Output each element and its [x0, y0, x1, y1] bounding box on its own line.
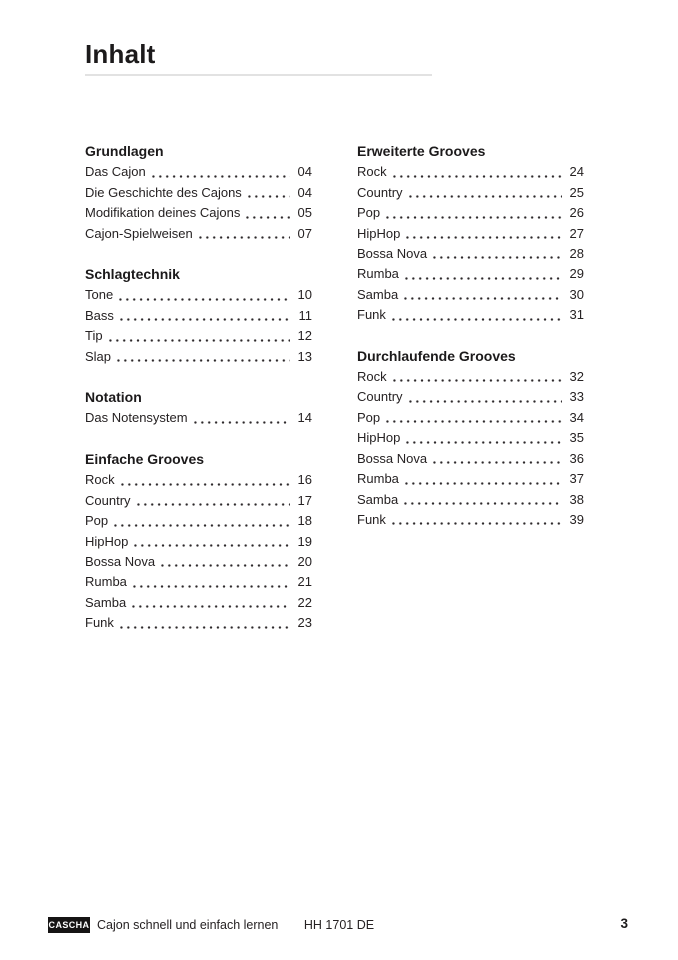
leader-dots	[404, 224, 562, 244]
toc-entry-label: Modifikation deines Cajons	[85, 205, 241, 221]
toc-entry-page: 17	[297, 492, 312, 508]
toc-entry-label: Rumba	[357, 266, 399, 282]
toc-entry-label: Rumba	[85, 574, 127, 590]
toc-entry	[357, 490, 584, 510]
toc-entry-label: Pop	[357, 205, 381, 221]
toc-entry-label: Cajon-Spielweisen	[85, 225, 193, 241]
toc-entry-page: 39	[569, 511, 584, 527]
leader-dots	[404, 428, 562, 448]
toc-entry-label: Bass	[85, 307, 114, 323]
toc-entry	[357, 367, 584, 387]
leader-dots	[192, 408, 290, 428]
toc-entry-page: 22	[297, 594, 312, 610]
toc-entry-label: Tone	[85, 287, 114, 303]
toc-entry	[357, 285, 584, 305]
toc-entry-label: Bossa Nova	[357, 246, 428, 262]
toc-entry-page: 26	[569, 205, 584, 221]
toc-entry-page: 31	[569, 307, 584, 323]
toc-entry	[85, 347, 312, 367]
leader-dots	[431, 449, 562, 469]
toc-entry-label: HipHop	[357, 225, 401, 241]
toc-entry-label: Tip	[85, 328, 103, 344]
toc-entry	[85, 593, 312, 613]
toc-entry-label: Samba	[357, 491, 399, 507]
leader-dots	[407, 387, 562, 407]
section-title: Schlagtechnik	[85, 266, 180, 283]
toc-entry-page: 05	[297, 205, 312, 221]
page-title: Inhalt	[85, 39, 156, 69]
toc-entry	[357, 510, 584, 530]
toc-entry	[357, 264, 584, 284]
toc-entry	[357, 224, 584, 244]
toc-entry-page: 27	[569, 225, 584, 241]
leader-dots	[431, 244, 562, 264]
toc-entry-page: 36	[569, 450, 584, 466]
leader-dots	[117, 285, 290, 305]
leader-dots	[130, 593, 290, 613]
toc-entry-label: Die Geschichte des Cajons	[85, 184, 242, 200]
leader-dots	[402, 490, 562, 510]
toc-entry-page: 29	[569, 266, 584, 282]
leader-dots	[384, 408, 562, 428]
toc-section	[85, 141, 312, 244]
toc-entry-label: Funk	[357, 307, 386, 323]
leader-dots	[107, 326, 290, 346]
toc-entry-page: 19	[297, 533, 312, 549]
toc-entry	[85, 572, 312, 592]
toc-entry	[357, 183, 584, 203]
toc-entry	[85, 224, 312, 244]
toc-entry-label: Samba	[357, 286, 399, 302]
toc-entry-label: Country	[85, 492, 131, 508]
toc-entry	[357, 408, 584, 428]
leader-dots	[131, 572, 290, 592]
toc-entry-page: 11	[298, 307, 312, 323]
leader-dots	[403, 264, 562, 284]
leader-dots	[150, 162, 290, 182]
toc-entry-page: 34	[569, 409, 584, 425]
toc-entry-page: 16	[297, 472, 312, 488]
toc-entry-page: 37	[569, 471, 584, 487]
toc-entry-label: HipHop	[85, 533, 129, 549]
leader-dots	[390, 305, 562, 325]
toc-section	[85, 264, 312, 367]
toc-section	[357, 346, 584, 531]
toc-entry-page: 13	[297, 348, 312, 364]
leader-dots	[391, 367, 562, 387]
title-divider	[85, 74, 432, 76]
toc-entry-page: 33	[569, 389, 584, 405]
leader-dots	[391, 162, 562, 182]
toc-entry-page: 20	[297, 553, 312, 569]
toc-entry	[357, 469, 584, 489]
toc-section	[85, 449, 312, 634]
toc-entry-label: Funk	[357, 511, 386, 527]
section-title: Durchlaufende Grooves	[357, 347, 516, 364]
toc-entry	[85, 408, 312, 428]
toc-entry-label: Rock	[85, 472, 115, 488]
toc-entry-page: 10	[297, 287, 312, 303]
toc-entry-label: Pop	[357, 409, 381, 425]
toc-entry	[85, 203, 312, 223]
toc-entry	[357, 387, 584, 407]
leader-dots	[135, 491, 290, 511]
toc-entry	[85, 470, 312, 490]
toc-entry	[357, 428, 584, 448]
toc-entry-label: Bossa Nova	[357, 450, 428, 466]
toc-entry-page: 12	[297, 328, 312, 344]
toc-entry-page: 25	[569, 184, 584, 200]
toc-entry-page: 23	[297, 615, 312, 631]
toc-entry-label: Slap	[85, 348, 112, 364]
section-title: Erweiterte Grooves	[357, 143, 486, 159]
footer-book-title: Cajon schnell und einfach lernen	[97, 918, 279, 932]
section-title: Einfache Grooves	[85, 450, 205, 467]
toc-entry	[85, 532, 312, 552]
toc-column	[85, 141, 312, 654]
leader-dots	[112, 511, 290, 531]
leader-dots	[118, 306, 290, 326]
toc-entry-label: Country	[357, 184, 403, 200]
toc-entry	[357, 244, 584, 264]
toc-entry-page: 04	[297, 184, 312, 200]
toc-entry-page: 30	[569, 286, 584, 302]
cascha-logo: CASCHA	[48, 917, 90, 933]
leader-dots	[119, 470, 290, 490]
footer-page-number: 3	[620, 916, 628, 931]
toc-entry-label: Funk	[85, 615, 114, 631]
toc-entry-page: 35	[569, 430, 584, 446]
toc-entry-page: 14	[297, 410, 312, 426]
toc-entry-label: Pop	[85, 513, 109, 529]
toc-entry-label: Country	[357, 389, 403, 405]
toc-column	[357, 141, 584, 654]
toc-entry-page: 21	[297, 574, 312, 590]
toc-entry	[85, 306, 312, 326]
section-title: Grundlagen	[85, 143, 164, 159]
footer-catalog-number: HH 1701 DE	[303, 918, 375, 932]
toc-entry-page: 28	[569, 246, 584, 262]
toc-entry-label: Rock	[357, 369, 387, 385]
leader-dots	[384, 203, 562, 223]
leader-dots	[197, 224, 290, 244]
toc-entry	[357, 305, 584, 325]
footer	[0, 914, 678, 936]
toc-entry	[85, 162, 312, 182]
toc-entry-page: 07	[297, 225, 312, 241]
toc-entry	[85, 511, 312, 531]
toc-entry	[357, 449, 584, 469]
toc-entry-page: 24	[569, 164, 584, 180]
toc-entry-page: 38	[569, 491, 584, 507]
leader-dots	[403, 469, 562, 489]
leader-dots	[159, 552, 290, 572]
toc-entry-page: 04	[297, 164, 312, 180]
toc-entry	[85, 326, 312, 346]
toc-entry-label: Bossa Nova	[85, 553, 156, 569]
toc-entry	[85, 491, 312, 511]
toc-entry-label: Rumba	[357, 471, 399, 487]
leader-dots	[132, 532, 290, 552]
toc-entry-label: Das Cajon	[85, 164, 146, 180]
toc-entry	[85, 183, 312, 203]
toc-entry-label: Rock	[357, 164, 387, 180]
toc-entry-label: Samba	[85, 594, 127, 610]
leader-dots	[407, 183, 562, 203]
toc-entry	[357, 203, 584, 223]
toc-entry	[357, 162, 584, 182]
toc-entry-page: 32	[569, 369, 584, 385]
toc-entry	[85, 552, 312, 572]
leader-dots	[402, 285, 562, 305]
section-title: Notation	[85, 389, 142, 406]
toc-entry-page: 18	[297, 513, 312, 529]
toc-columns	[85, 141, 584, 654]
toc-entry	[85, 613, 312, 633]
toc-section	[85, 387, 312, 429]
toc-section	[357, 141, 584, 326]
leader-dots	[115, 347, 290, 367]
leader-dots	[118, 613, 290, 633]
toc-entry	[85, 285, 312, 305]
leader-dots	[244, 203, 290, 223]
leader-dots	[246, 183, 290, 203]
toc-entry-label: HipHop	[357, 430, 401, 446]
toc-entry-label: Das Notensystem	[85, 410, 188, 426]
leader-dots	[390, 510, 562, 530]
